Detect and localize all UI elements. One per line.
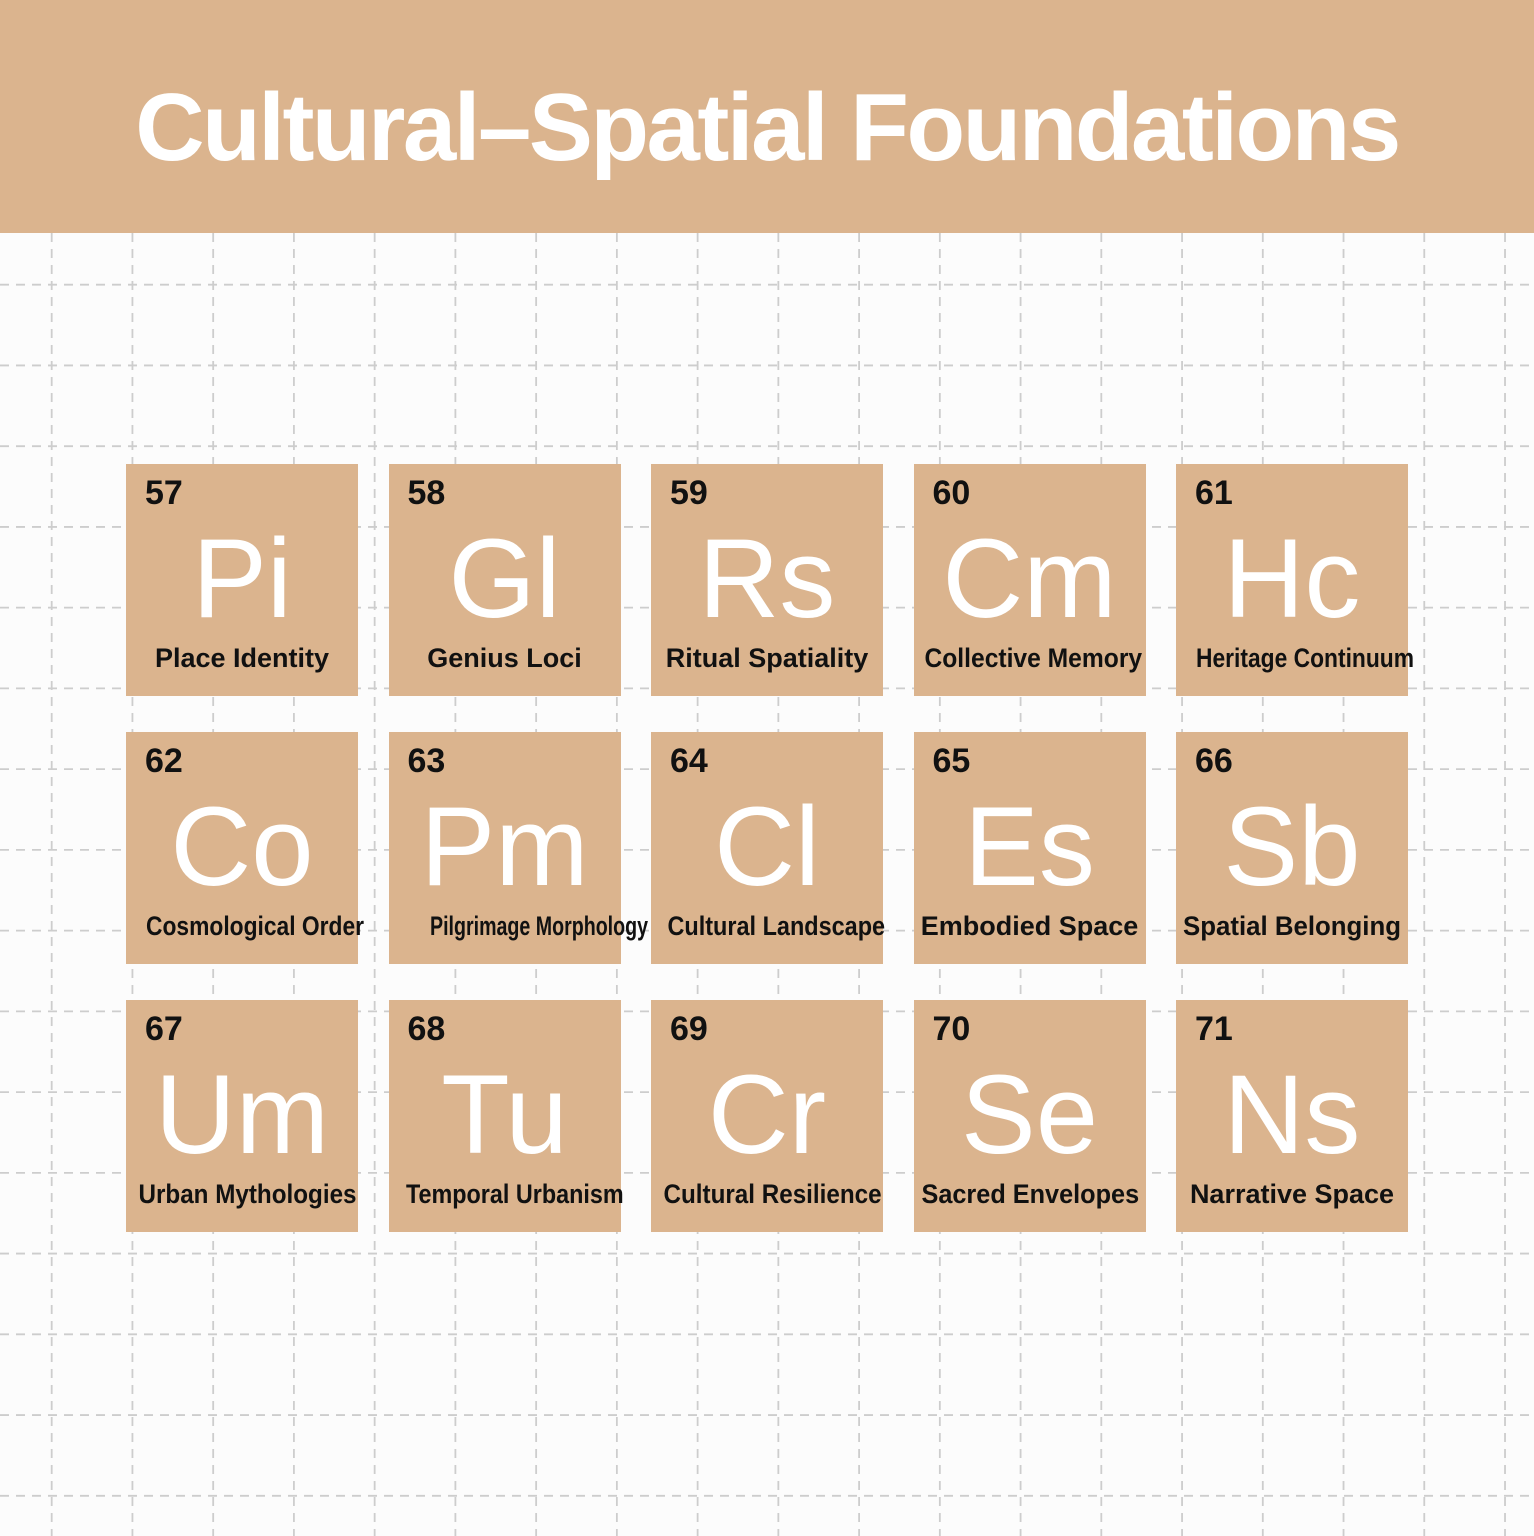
element-tile bbox=[126, 464, 358, 696]
element-number: 57 bbox=[145, 474, 183, 512]
element-tile bbox=[1176, 1000, 1408, 1232]
element-symbol: Gl bbox=[448, 516, 561, 641]
element-tile bbox=[389, 1000, 624, 1232]
element-tile bbox=[914, 1000, 1146, 1232]
element-name: Place Identity bbox=[154, 643, 330, 673]
element-symbol: Se bbox=[961, 1052, 1098, 1177]
element-name: Heritage Continuum bbox=[1196, 643, 1415, 673]
element-symbol: Um bbox=[154, 1052, 330, 1177]
element-tile bbox=[126, 732, 365, 964]
element-number: 70 bbox=[932, 1010, 971, 1048]
element-tile bbox=[389, 464, 621, 696]
element-name: Cultural Landscape bbox=[667, 911, 886, 941]
element-tile bbox=[126, 1000, 358, 1232]
element-symbol: Pi bbox=[192, 516, 292, 641]
element-symbol: Sb bbox=[1223, 784, 1361, 909]
element-name: Spatial Belonging bbox=[1182, 911, 1401, 941]
element-tile bbox=[651, 732, 886, 964]
element-symbol: Pm bbox=[420, 784, 589, 909]
element-symbol: Es bbox=[964, 784, 1095, 909]
element-name: Genius Loci bbox=[427, 643, 582, 673]
element-symbol: Hc bbox=[1223, 516, 1361, 641]
element-name: Narrative Space bbox=[1189, 1179, 1395, 1209]
element-name: Cultural Resilience bbox=[663, 1179, 882, 1209]
element-number: 59 bbox=[670, 474, 708, 512]
page-title: Cultural–Spatial Foundations bbox=[135, 73, 1399, 181]
element-grid bbox=[126, 464, 1415, 1232]
element-symbol: Cr bbox=[707, 1052, 827, 1177]
element-name: Urban Mythologies bbox=[138, 1179, 357, 1209]
element-number: 60 bbox=[932, 474, 971, 512]
page-header bbox=[0, 0, 1534, 233]
element-name: Ritual Spatiality bbox=[665, 643, 869, 673]
element-symbol: Cm bbox=[942, 516, 1117, 641]
element-symbol: Rs bbox=[698, 516, 836, 641]
element-symbol: Tu bbox=[441, 1052, 568, 1177]
element-symbol: Ns bbox=[1223, 1052, 1361, 1177]
element-number: 68 bbox=[407, 1010, 446, 1048]
element-number: 66 bbox=[1195, 742, 1233, 780]
element-tile bbox=[914, 464, 1146, 696]
element-number: 61 bbox=[1195, 474, 1233, 512]
element-number: 63 bbox=[407, 742, 446, 780]
element-name: Cosmological Order bbox=[146, 911, 365, 941]
element-number: 64 bbox=[670, 742, 708, 780]
element-tile bbox=[389, 732, 648, 964]
element-name: Pilgrimage Morphology bbox=[429, 911, 648, 941]
element-name: Embodied Space bbox=[920, 911, 1139, 941]
element-name: Collective Memory bbox=[923, 643, 1142, 673]
element-number: 67 bbox=[145, 1010, 183, 1048]
element-name: Temporal Urbanism bbox=[405, 1179, 624, 1209]
element-number: 65 bbox=[932, 742, 971, 780]
element-number: 69 bbox=[670, 1010, 708, 1048]
element-number: 58 bbox=[407, 474, 446, 512]
element-symbol: Cl bbox=[714, 784, 820, 909]
element-tile bbox=[1176, 464, 1415, 696]
element-tile bbox=[651, 1000, 883, 1232]
element-tile bbox=[914, 732, 1146, 964]
element-number: 62 bbox=[145, 742, 183, 780]
element-number: 71 bbox=[1195, 1010, 1233, 1048]
element-name: Sacred Envelopes bbox=[920, 1179, 1139, 1209]
element-tile bbox=[651, 464, 883, 696]
element-symbol: Co bbox=[170, 784, 314, 909]
element-tile bbox=[1176, 732, 1408, 964]
